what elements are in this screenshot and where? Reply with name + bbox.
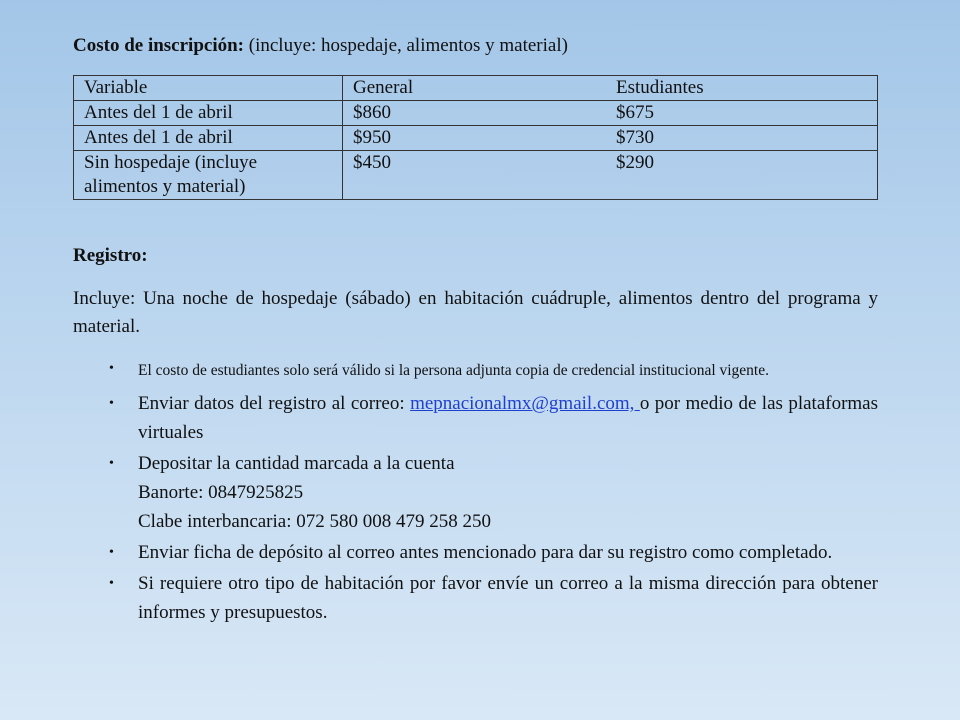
table-row bbox=[74, 151, 878, 200]
table-cell: Antes del 1 de abril bbox=[74, 126, 343, 151]
registro-intro: Incluye: Una noche de hospedaje (sábado) en habitación cuádruple, alimentos dentro del programa y material. bbox=[73, 288, 878, 337]
bullet-icon: • bbox=[109, 545, 114, 560]
table-cell: $950 bbox=[343, 126, 607, 151]
list-item bbox=[73, 569, 878, 627]
bullet-text: Si requiere otro tipo de habitación por favor envíe un correo a la misma dirección para obtener informes y presupuestos. bbox=[138, 573, 878, 623]
table-row bbox=[74, 101, 878, 126]
registro-heading: Registro: bbox=[73, 245, 148, 266]
bullet-text: Enviar ficha de depósito al correo antes mencionado para dar su registro como completado. bbox=[138, 542, 833, 563]
bullet-icon: • bbox=[109, 576, 114, 591]
table-cell: $860 bbox=[343, 101, 607, 126]
cost-heading-rest: (incluye: hospedaje, alimentos y material) bbox=[244, 35, 568, 56]
table-header-cell: General bbox=[343, 76, 607, 101]
cost-table bbox=[73, 75, 878, 200]
list-item bbox=[73, 449, 878, 536]
table-cell: Antes del 1 de abril bbox=[74, 101, 343, 126]
bullet-text: Depositar la cantidad marcada a la cuenta bbox=[138, 453, 455, 474]
bullet-text: Enviar datos del registro al correo: bbox=[138, 393, 411, 414]
table-header-cell: Variable bbox=[74, 76, 343, 101]
bullet-icon: • bbox=[109, 396, 114, 411]
table-cell: $450 bbox=[343, 151, 607, 200]
bullet-icon: • bbox=[109, 361, 114, 376]
table-cell: $290 bbox=[606, 151, 878, 200]
bank-account-text: Banorte: 0847925825 bbox=[138, 482, 304, 503]
table-cell: $675 bbox=[606, 101, 878, 126]
table-row bbox=[74, 126, 878, 151]
table-cell: $730 bbox=[606, 126, 878, 151]
bullet-icon: • bbox=[109, 456, 114, 471]
cost-heading-bold: Costo de inscripción: bbox=[73, 35, 244, 56]
list-item bbox=[73, 538, 878, 567]
list-item bbox=[73, 359, 878, 383]
registro-bullet-list bbox=[73, 359, 878, 627]
table-header-row bbox=[74, 76, 878, 101]
table-header-cell: Estudiantes bbox=[606, 76, 878, 101]
email-link[interactable]: mepnacionalmx@gmail.com, bbox=[410, 393, 640, 414]
document-slide bbox=[73, 34, 878, 629]
clabe-text: Clabe interbancaria: 072 580 008 479 258 250 bbox=[138, 511, 492, 532]
bullet-text: o por medio de las plataformas virtuales bbox=[138, 393, 879, 443]
table-cell: Sin hospedaje (incluye alimentos y material) bbox=[74, 151, 343, 200]
bullet-text: El costo de estudiantes solo será válido si la persona adjunta copia de credencial institucional vigente. bbox=[138, 362, 769, 379]
cost-heading bbox=[73, 34, 878, 58]
list-item bbox=[73, 389, 878, 447]
